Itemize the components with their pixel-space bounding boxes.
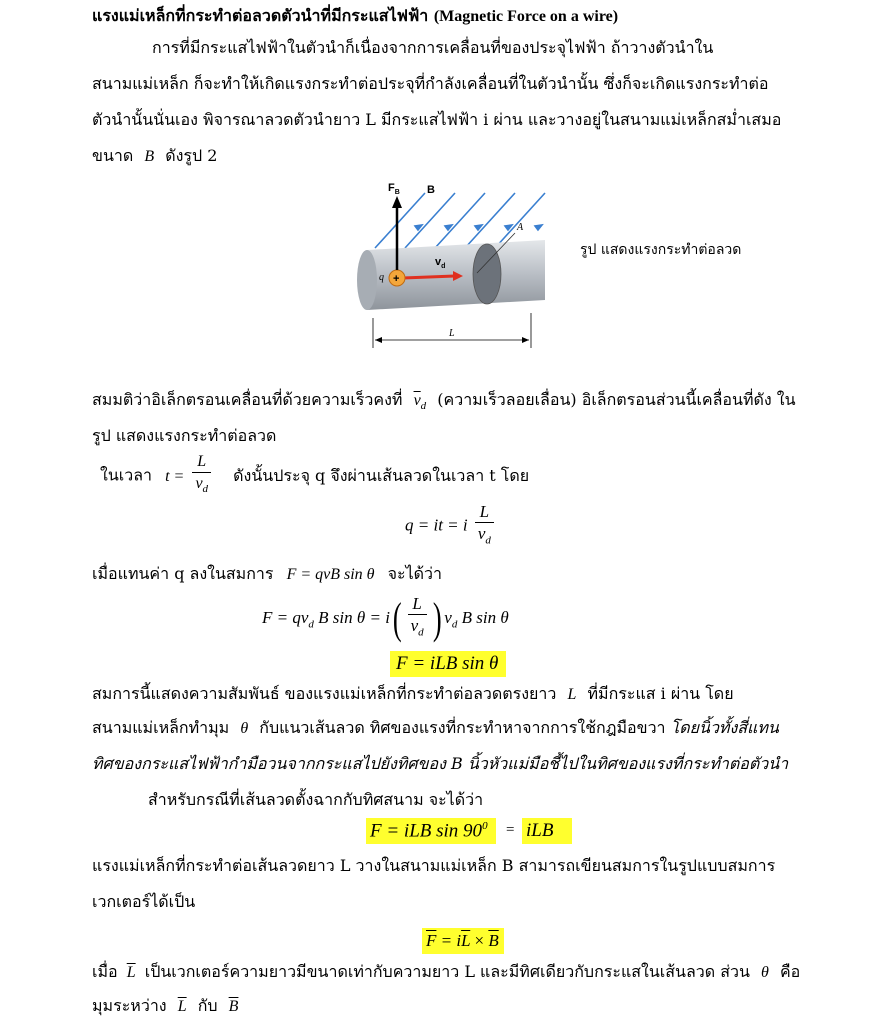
label-A: A <box>517 222 524 233</box>
label-q: q <box>379 272 384 283</box>
heading-thai: แรงแม่เหล็กที่กระทำต่อลวดตัวนำที่มีกระแสไฟฟ้า <box>92 6 429 25</box>
page-heading <box>92 6 618 27</box>
eq-F-qvB: F = qvB sin θ <box>286 566 375 583</box>
para5-line1-c: คือ <box>779 962 801 981</box>
equation-vector: $\overline{F} = i\overline{L} \times \overline{B}$ <box>426 931 499 950</box>
substitution-line <box>92 564 442 585</box>
para3-line2-a: สนามแม่เหล็กทำมุม <box>92 718 230 737</box>
var-L: L <box>567 686 577 703</box>
para3-line2 <box>92 718 779 739</box>
label-FB: $F_B$ <box>388 182 400 197</box>
time-line-text-a: ในเวลา <box>100 465 152 485</box>
para1-line3: ตัวนำนั้นนั่นเอง พิจารณาลวดตัวนำยาว L มีกระแสไฟฟ้า i ผ่าน และวางอยู่ในสนามแม่เหล็กสม่ำเสมอ <box>92 110 782 129</box>
para3-line3: ทิศของกระแสไฟฟ้ากำมือวนจากกระแสไปยังทิศของ B นิ้วหัวแม่มือชี้ไปในทิศของแรงที่กระทำต่อตัวนำ <box>92 754 789 773</box>
para3-line1-a: สมการนี้แสดงความสัมพันธ์ ของแรงแม่เหล็กที่กระทำต่อลวดตรงยาว <box>92 684 557 703</box>
para4-line1: แรงแม่เหล็กที่กระทำต่อเส้นลวดยาว L วางในสนามแม่เหล็ก B สามารถเขียนสมการในรูปแบบสมการ <box>92 856 776 875</box>
para3-line1 <box>92 684 734 705</box>
para3-line1-b: ที่มีกระแส i ผ่าน โดย <box>587 684 734 703</box>
time-line <box>100 452 529 500</box>
para1-line2: สนามแม่เหล็ก ก็จะทำให้เกิดแรงกระทำต่อประจุที่กำลังเคลื่อนที่ในตัวนำนั้น ซึ่งก็จะเกิดแรงกระทำต่อ <box>92 74 769 93</box>
sub-line-text-a: เมื่อแทนค่า q ลงในสมการ <box>92 564 274 583</box>
para3-line4: สำหรับกรณีที่เส้นลวดตั้งฉากกับทิศสนาม จะได้ว่า <box>148 790 484 809</box>
wire-figure <box>355 178 555 353</box>
para5-line1-a: เมื่อ <box>92 962 118 981</box>
para5-line1 <box>92 962 800 983</box>
figure-caption: รูป แสดงแรงกระทำต่อลวด <box>580 242 742 258</box>
equation-F2: F = iLB sin θ <box>396 653 499 674</box>
equation-F3-equals: = <box>506 822 515 838</box>
var-theta-2: θ <box>761 964 769 981</box>
var-L-vector-2: $\overline{L}$ <box>177 998 187 1015</box>
var-L-vector: $\overline{L}$ <box>126 964 136 981</box>
para5-line1-b: เป็นเวกเตอร์ความยาวมีขนาดเท่ากับความยาว L และมีทิศเดียวกับกระแสในเส้นลวด ส่วน <box>144 962 750 981</box>
para2-text-b: (ความเร็วลอยเลื่อน) อิเล็กตรอนส่วนนี้เคลื่อนที่ดัง ใน <box>437 390 796 409</box>
para5-line2-b: กับ <box>197 996 218 1015</box>
para3-line2-c: โดยนิ้วทั้งสี่แทน <box>670 718 779 737</box>
para2-line1 <box>92 390 796 416</box>
para3-line2-b: กับแนวเส้นลวด ทิศของแรงที่กระทำหาจากการใช้กฎมือขวา <box>259 718 666 737</box>
eq-t-lhs: t = <box>165 467 185 485</box>
sub-line-text-b: จะได้ว่า <box>387 564 443 583</box>
para5-line2-a: มุมระหว่าง <box>92 996 167 1015</box>
para1-last-text: ขนาด <box>92 146 134 165</box>
equation-F1: $F = qv_d$ B sin θ = i( $\frac{L}{v_d}$ ) $v_d$ B sin θ <box>262 594 509 644</box>
label-vd: $v_d$ <box>435 256 446 271</box>
label-L: L <box>449 328 455 339</box>
var-vd: $\overline{v}_d$ <box>413 392 427 413</box>
wire-diagram <box>355 178 555 353</box>
para1-last-rest: ดังรูป 2 <box>165 146 218 165</box>
var-B: B <box>144 148 155 165</box>
eq-q-lhs: q = it = i <box>405 515 468 535</box>
eq-t-fraction: $\frac{L}{v_d}$ <box>192 452 211 500</box>
eq-q-fraction: $\frac{L}{v_d}$ <box>475 502 494 551</box>
para4-line2: เวกเตอร์ได้เป็น <box>92 892 196 911</box>
para2-text-a: สมมติว่าอิเล็กตรอนเคลื่อนที่ด้วยความเร็วคงที่ <box>92 390 403 409</box>
equation-F3-lhs: F = iLB $\sin 90^0$ <box>370 820 488 842</box>
para1-line4 <box>92 146 217 167</box>
label-B: B <box>427 184 435 196</box>
para5-line2 <box>92 996 244 1017</box>
equation-F3-rhs: iLB <box>526 820 554 841</box>
var-B-vector: $\overline{B}$ <box>228 998 239 1015</box>
svg-text:+: + <box>393 273 400 285</box>
var-theta: θ <box>240 720 249 737</box>
para1-line1: การที่มีกระแสไฟฟ้าในตัวนำก็เนื่องจากการเคลื่อนที่ของประจุไฟฟ้า ถ้าวางตัวนำใน <box>152 38 714 57</box>
heading-english: (Magnetic Force on a wire) <box>433 8 619 25</box>
time-line-text-b: ดังนั้นประจุ q จึงผ่านเส้นลวดในเวลา t โดย <box>233 465 530 485</box>
para2-line2: รูป แสดงแรงกระทำต่อลวด <box>92 426 277 445</box>
equation-q <box>405 502 497 551</box>
